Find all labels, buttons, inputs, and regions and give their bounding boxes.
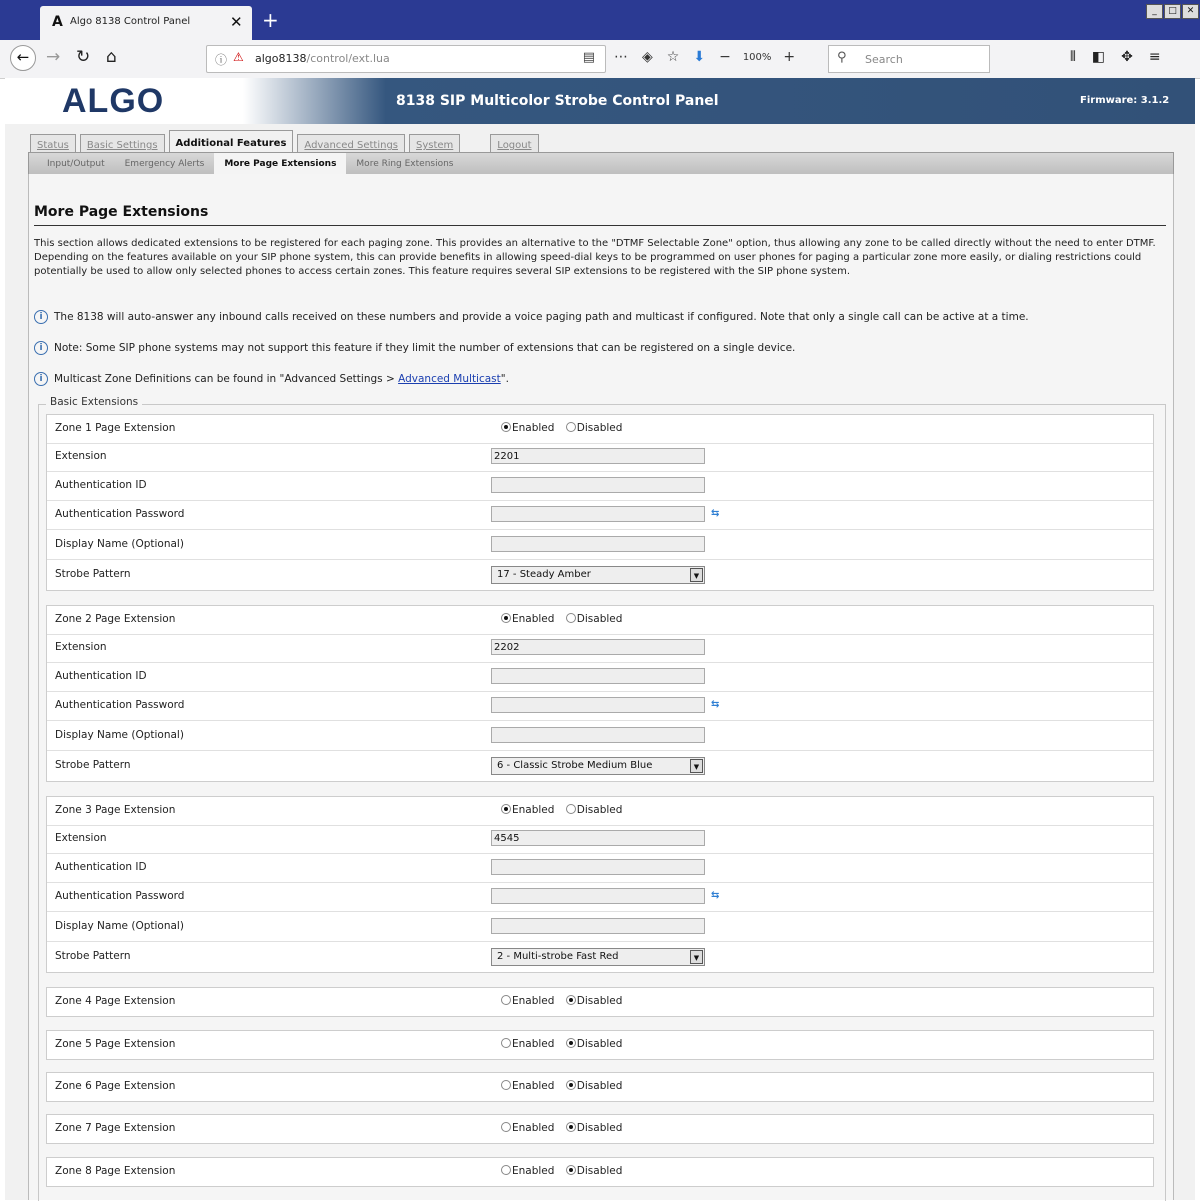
dropdown-arrow-icon: ▼ <box>690 950 703 964</box>
window-controls <box>1146 4 1199 19</box>
advanced-multicast-link[interactable]: Advanced Multicast <box>398 373 501 385</box>
zone-label: Zone 4 Page Extension <box>55 995 176 1007</box>
zone-label: Zone 5 Page Extension <box>55 1038 176 1050</box>
enabled-label: Enabled <box>512 995 555 1007</box>
enabled-label: Enabled <box>512 422 555 434</box>
menu-icon[interactable]: ≡ <box>1148 49 1161 65</box>
reload-icon[interactable]: ↻ <box>76 47 91 67</box>
disabled-label: Disabled <box>576 1038 623 1050</box>
zone-2-auth-id-row <box>47 663 1153 692</box>
zone-3-extension-row <box>47 825 1153 854</box>
display-name-label: Display Name (Optional) <box>55 920 184 932</box>
show-password-icon[interactable]: ⇆ <box>711 890 720 901</box>
extension-icon[interactable]: ✥ <box>1121 49 1133 65</box>
library-icon[interactable]: ⫴ <box>1070 49 1076 65</box>
subtab-input-output[interactable]: Input/Output <box>47 159 105 169</box>
zone-2-panel <box>46 605 1154 782</box>
zone-7-enabled-radio[interactable] <box>501 1122 511 1132</box>
bookmark-star-icon[interactable]: ☆ <box>666 49 680 65</box>
zone-7-toggle-row <box>47 1115 1153 1143</box>
download-icon[interactable]: ⬇ <box>693 49 706 65</box>
zone-3-toggle-row <box>47 797 1153 826</box>
note-text: Multicast Zone Definitions can be found in "Advanced Settings > <box>54 373 399 385</box>
extension-label: Extension <box>55 641 107 653</box>
zone-7-panel <box>46 1114 1154 1144</box>
tab-logout[interactable]: Logout <box>490 134 538 156</box>
zone-3-radios <box>501 804 622 816</box>
enabled-label: Enabled <box>512 1165 555 1177</box>
sidebar-icon[interactable]: ◧ <box>1091 49 1106 65</box>
auth-password-label: Authentication Password <box>55 508 185 520</box>
fieldset-legend: Basic Extensions <box>46 396 142 408</box>
note-text: The 8138 will auto-answer any inbound calls received on these numbers and provide a voice paging path and multicast if configured. Note that only a single call can be active at a time. <box>54 311 1029 323</box>
title-divider <box>34 225 1166 226</box>
url-text: algo8138/control/ext.lua <box>255 52 390 65</box>
note-phone-systems <box>34 341 795 355</box>
display-name-label: Display Name (Optional) <box>55 538 184 550</box>
enabled-label: Enabled <box>512 1122 555 1134</box>
tab-basic-settings[interactable]: Basic Settings <box>80 134 165 156</box>
auth-password-label: Authentication Password <box>55 890 185 902</box>
subtab-more-ring-extensions[interactable]: More Ring Extensions <box>356 159 454 169</box>
info-icon[interactable]: ⓘ <box>215 53 228 67</box>
algo-favicon-icon: A <box>52 14 63 30</box>
pocket-icon[interactable]: ◈ <box>642 49 653 65</box>
zone-5-panel <box>46 1030 1154 1060</box>
auth-id-label: Authentication ID <box>55 861 147 873</box>
zone-2-display-name-row <box>47 722 1153 751</box>
zone-3-auth-password-row <box>47 883 1153 912</box>
insecure-icon: ⚠ <box>233 50 244 64</box>
zone-2-strobe-select[interactable] <box>491 757 705 775</box>
maximize-icon[interactable]: □ <box>1164 4 1181 19</box>
zone-1-extension-field[interactable] <box>491 448 705 464</box>
zone-8-enabled-radio[interactable] <box>501 1165 511 1175</box>
zone-1-strobe-select[interactable] <box>491 566 705 584</box>
zone-3-auth-id-row <box>47 854 1153 883</box>
zone-label: Zone 7 Page Extension <box>55 1122 176 1134</box>
disabled-label: Disabled <box>576 804 623 816</box>
zone-2-auth-id-field[interactable] <box>491 668 705 684</box>
zone-1-auth-password-row <box>47 501 1153 530</box>
zoom-in-icon[interactable]: + <box>783 49 796 65</box>
zoom-control <box>719 49 795 65</box>
search-placeholder: Search <box>865 53 903 66</box>
zone-1-display-name-row <box>47 531 1153 560</box>
subtab-emergency-alerts[interactable]: Emergency Alerts <box>124 159 205 169</box>
selected-value: 6 - Classic Strobe Medium Blue <box>497 760 653 771</box>
zone-label: Zone 6 Page Extension <box>55 1080 176 1092</box>
auth-id-label: Authentication ID <box>55 479 147 491</box>
browser-nav-bar <box>0 40 1200 79</box>
search-input[interactable] <box>828 45 990 73</box>
zone-2-toggle-row <box>47 606 1153 635</box>
auth-password-label: Authentication Password <box>55 699 185 711</box>
zone-4-radios <box>501 995 622 1007</box>
zone-1-auth-password-field[interactable] <box>491 506 705 522</box>
note-multicast <box>34 372 509 386</box>
enabled-label: Enabled <box>512 613 555 625</box>
tab-system[interactable]: System <box>409 134 460 156</box>
zone-8-radios <box>501 1165 622 1177</box>
zone-3-strobe-row <box>47 943 1153 971</box>
zone-5-disabled-radio[interactable] <box>566 1038 576 1048</box>
intro-text: This section allows dedicated extensions to be registered for each paging zone. This provides an alternative to the "DTMF Selectable Zone" option, thus allowing any zone to be called directly without the need to enter DTMF. Depending on the features available on your SIP phone system, this can provide benefits in allowing speed-dial keys to be programmed on user phones for paging a particular zone more easily, or dialing restrictions could potentially be used to allow only selected phones to access certain zones. This feature requires several SIP extensions to be registered with the SIP phone system. <box>34 238 1156 277</box>
zone-7-radios <box>501 1122 622 1134</box>
close-tab-icon[interactable]: ✕ <box>230 13 243 31</box>
forward-arrow-icon[interactable]: → <box>46 47 61 67</box>
zone-8-panel <box>46 1157 1154 1187</box>
display-name-label: Display Name (Optional) <box>55 729 184 741</box>
dropdown-arrow-icon: ▼ <box>690 568 703 582</box>
zone-6-panel <box>46 1072 1154 1102</box>
enabled-label: Enabled <box>512 1080 555 1092</box>
reader-view-icon[interactable]: ▤ <box>582 50 595 65</box>
tab-additional-features[interactable]: Additional Features <box>169 130 294 156</box>
algo-logo: ALGO <box>62 82 165 120</box>
minimize-icon[interactable]: _ <box>1146 4 1163 19</box>
zone-1-disabled-radio[interactable] <box>566 422 576 432</box>
close-window-icon[interactable]: ✕ <box>1182 4 1199 19</box>
zone-6-disabled-radio[interactable] <box>566 1080 576 1090</box>
disabled-label: Disabled <box>576 1080 623 1092</box>
tab-advanced-settings[interactable]: Advanced Settings <box>297 134 405 156</box>
product-title: 8138 SIP Multicolor Strobe Control Panel <box>396 93 719 109</box>
zone-8-disabled-radio[interactable] <box>566 1165 576 1175</box>
zone-5-enabled-radio[interactable] <box>501 1038 511 1048</box>
dropdown-arrow-icon: ▼ <box>690 759 703 773</box>
zone-2-extension-field[interactable] <box>491 639 705 655</box>
zone-8-toggle-row <box>47 1158 1153 1186</box>
zone-1-display-name-field[interactable] <box>491 536 705 552</box>
disabled-label: Disabled <box>576 1165 623 1177</box>
zoom-out-icon[interactable]: − <box>719 49 731 65</box>
selected-value: 17 - Steady Amber <box>497 569 591 580</box>
strobe-pattern-label: Strobe Pattern <box>55 950 131 962</box>
browser-tab[interactable] <box>40 6 252 40</box>
show-password-icon[interactable]: ⇆ <box>711 508 720 519</box>
zone-4-disabled-radio[interactable] <box>566 995 576 1005</box>
show-password-icon[interactable]: ⇆ <box>711 699 720 710</box>
zoom-level[interactable]: 100% <box>742 51 772 63</box>
zone-2-auth-password-row <box>47 692 1153 721</box>
zone-1-radios <box>501 422 622 434</box>
zone-6-enabled-radio[interactable] <box>501 1080 511 1090</box>
zone-1-enabled-radio[interactable] <box>501 422 511 432</box>
disabled-label: Disabled <box>576 1122 623 1134</box>
zone-5-radios <box>501 1038 622 1050</box>
toolbar-right <box>1070 49 1161 65</box>
strobe-pattern-label: Strobe Pattern <box>55 759 131 771</box>
zone-3-enabled-radio[interactable] <box>501 804 511 814</box>
zone-3-auth-id-field[interactable] <box>491 859 705 875</box>
zone-1-auth-id-row <box>47 472 1153 501</box>
zone-1-toggle-row <box>47 415 1153 444</box>
zone-6-radios <box>501 1080 622 1092</box>
zone-label: Zone 1 Page Extension <box>55 422 176 434</box>
zone-2-radios <box>501 613 622 625</box>
firmware-version: Firmware: 3.1.2 <box>1080 95 1170 106</box>
info-icon: i <box>34 310 48 324</box>
zone-1-extension-row <box>47 443 1153 472</box>
search-icon: ⚲ <box>837 50 847 65</box>
zone-3-display-name-row <box>47 913 1153 942</box>
extension-label: Extension <box>55 450 107 462</box>
tab-title: Algo 8138 Control Panel <box>70 16 191 27</box>
zone-label: Zone 3 Page Extension <box>55 804 176 816</box>
tab-status[interactable]: Status <box>30 134 76 156</box>
page-title: More Page Extensions <box>34 204 209 220</box>
subtab-more-page-extensions[interactable]: More Page Extensions <box>214 153 346 175</box>
sub-tab-bar <box>28 152 1174 176</box>
zone-2-disabled-radio[interactable] <box>566 613 576 623</box>
url-bar[interactable] <box>206 45 606 73</box>
zone-3-strobe-select[interactable] <box>491 948 705 966</box>
note-text-suffix: ". <box>500 373 509 385</box>
zone-3-disabled-radio[interactable] <box>566 804 576 814</box>
note-text: Note: Some SIP phone systems may not support this feature if they limit the number of extensions that can be registered on a single device. <box>54 342 796 354</box>
zone-label: Zone 2 Page Extension <box>55 613 176 625</box>
disabled-label: Disabled <box>576 422 623 434</box>
zone-7-disabled-radio[interactable] <box>566 1122 576 1132</box>
disabled-label: Disabled <box>576 613 623 625</box>
zone-2-extension-row <box>47 634 1153 663</box>
enabled-label: Enabled <box>512 1038 555 1050</box>
new-tab-icon[interactable]: + <box>262 8 279 32</box>
back-arrow-icon[interactable]: ← <box>10 45 36 71</box>
zone-3-auth-password-field[interactable] <box>491 888 705 904</box>
zone-1-panel <box>46 414 1154 591</box>
enabled-label: Enabled <box>512 804 555 816</box>
zone-5-toggle-row <box>47 1031 1153 1059</box>
more-actions-icon[interactable]: ⋯ <box>614 49 628 65</box>
zone-1-auth-id-field[interactable] <box>491 477 705 493</box>
disabled-label: Disabled <box>576 995 623 1007</box>
zone-4-panel <box>46 987 1154 1017</box>
zone-label: Zone 8 Page Extension <box>55 1165 176 1177</box>
zone-2-enabled-radio[interactable] <box>501 613 511 623</box>
zone-3-extension-field[interactable] <box>491 830 705 846</box>
extension-label: Extension <box>55 832 107 844</box>
zone-2-auth-password-field[interactable] <box>491 697 705 713</box>
zone-3-display-name-field[interactable] <box>491 918 705 934</box>
zone-4-enabled-radio[interactable] <box>501 995 511 1005</box>
zone-1-strobe-row <box>47 561 1153 589</box>
zone-3-panel <box>46 796 1154 973</box>
zone-2-display-name-field[interactable] <box>491 727 705 743</box>
info-icon: i <box>34 372 48 386</box>
auth-id-label: Authentication ID <box>55 670 147 682</box>
zone-4-toggle-row <box>47 988 1153 1016</box>
selected-value: 2 - Multi-strobe Fast Red <box>497 951 619 962</box>
info-icon: i <box>34 341 48 355</box>
page-actions <box>614 49 795 65</box>
zone-2-strobe-row <box>47 752 1153 780</box>
strobe-pattern-label: Strobe Pattern <box>55 568 131 580</box>
note-auto-answer <box>34 310 1029 324</box>
home-icon[interactable]: ⌂ <box>106 47 117 67</box>
zone-6-toggle-row <box>47 1073 1153 1101</box>
